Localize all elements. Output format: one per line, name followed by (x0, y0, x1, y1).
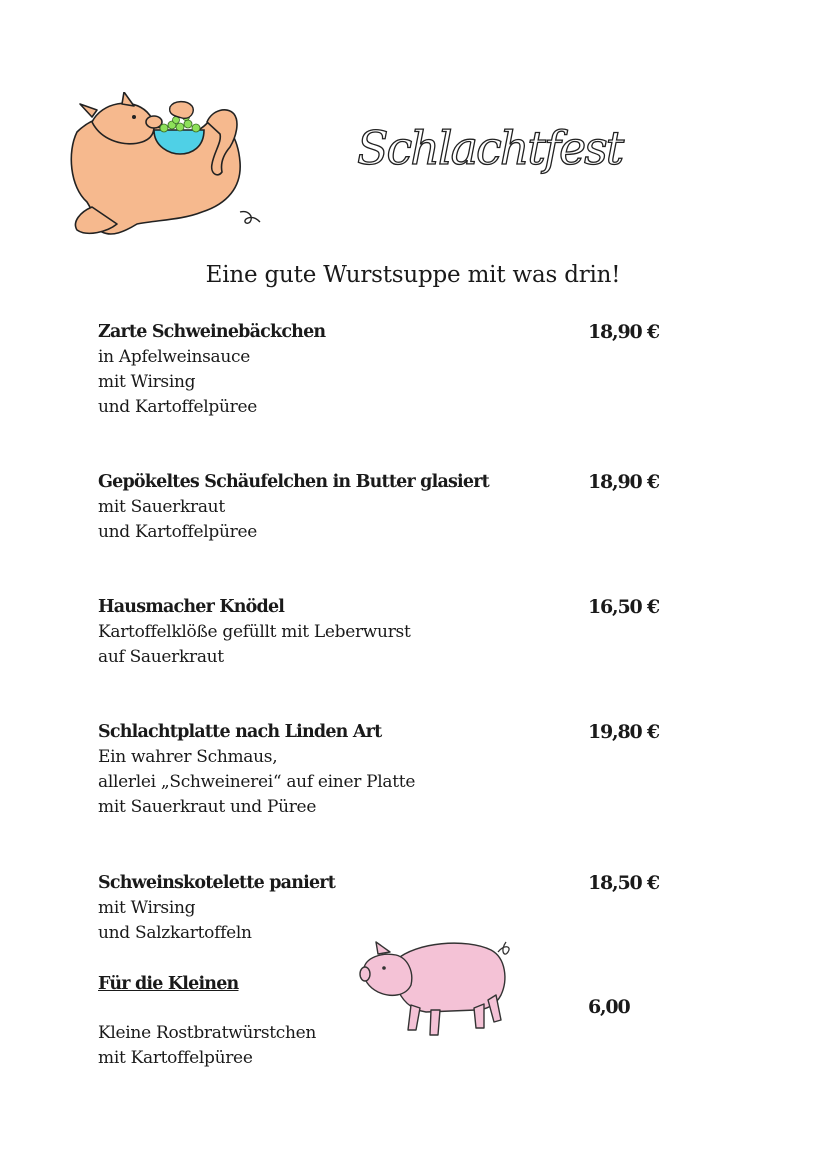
menu-title (355, 118, 623, 178)
dish-price: 19,80 € (588, 721, 659, 743)
kids-section-heading: Für die Kleinen (98, 974, 239, 994)
dish-description-line: mit Sauerkraut (98, 497, 225, 517)
dish-name: Zarte Schweinebäckchen (98, 322, 326, 342)
menu-item (98, 720, 658, 820)
kids-dish-price: 6,00 (588, 996, 630, 1018)
pink-pig-icon (356, 930, 514, 1042)
dish-description-line: und Kartoffelpüree (98, 522, 257, 542)
dish-description-line: in Apfelweinsauce (98, 347, 251, 367)
dish-name: Schlachtplatte nach Linden Art (98, 722, 382, 742)
dish-name: Hausmacher Knödel (98, 597, 285, 617)
dish-description-line: allerlei „Schweinerei“ auf einer Platte (98, 772, 416, 792)
dish-description-line: mit Wirsing (98, 898, 196, 918)
dish-description-line: auf Sauerkraut (98, 647, 224, 667)
dish-description-line: Kleine Rostbratwürstchen (98, 1023, 317, 1043)
dish-price: 16,50 € (588, 596, 659, 618)
dish-description-line: und Salzkartoffeln (98, 923, 252, 943)
dish-price: 18,90 € (588, 321, 659, 343)
menu-item (98, 320, 658, 420)
dish-description-line: Ein wahrer Schmaus, (98, 747, 278, 767)
menu-title-text: Schlachtfest (357, 121, 623, 175)
eating-pig-icon (62, 92, 268, 242)
dish-description-line: Kartoffelklöße gefüllt mit Leberwurst (98, 622, 411, 642)
dish-price: 18,90 € (588, 471, 659, 493)
dish-description-line: mit Kartoffelpüree (98, 1048, 253, 1068)
menu-item (98, 595, 658, 670)
dish-description-line: und Kartoffelpüree (98, 397, 257, 417)
menu-item (98, 470, 658, 545)
dish-name: Schweinskotelette paniert (98, 873, 336, 893)
dish-name: Gepökeltes Schäufelchen in Butter glasiert (98, 472, 489, 492)
dish-description-line: mit Wirsing (98, 372, 196, 392)
tagline: Eine gute Wurstsuppe mit was drin! (205, 262, 621, 288)
dish-price: 18,50 € (588, 872, 659, 894)
dish-description-line: mit Sauerkraut und Püree (98, 797, 317, 817)
